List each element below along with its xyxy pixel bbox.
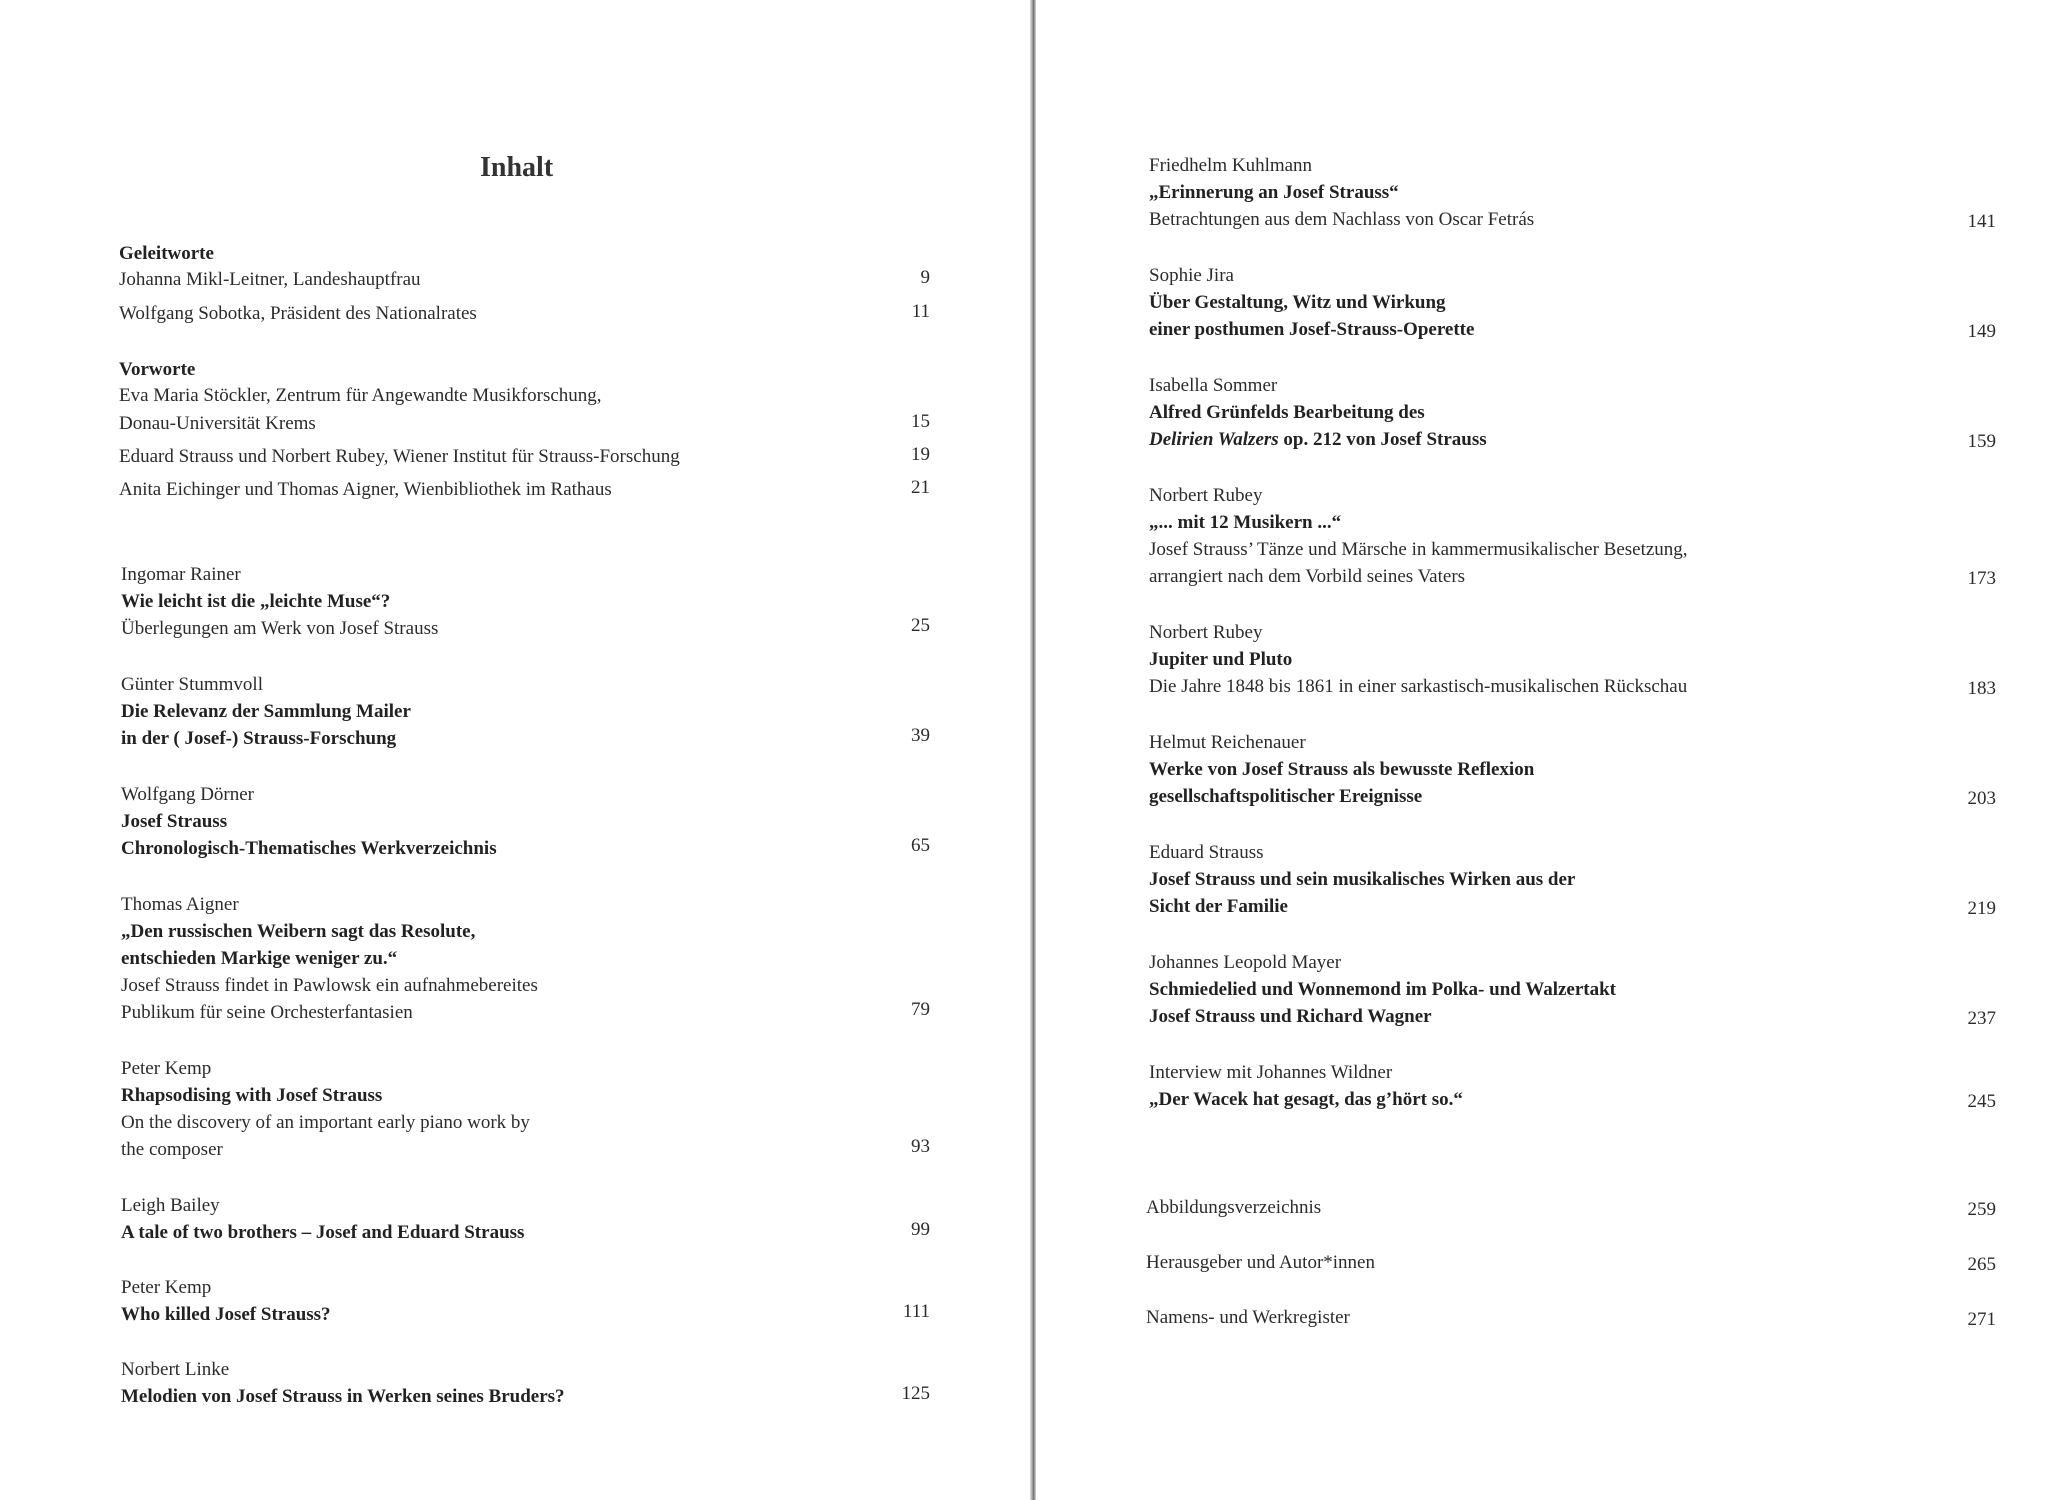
toc-appendix-entry: Abbildungsverzeichnis — [1146, 1197, 1322, 1218]
toc-page-number: 39 — [911, 725, 930, 746]
toc-subtitle: Betrachtungen aus dem Nachlass von Oscar Fetrás — [1149, 209, 1535, 230]
toc-page-number: 9 — [920, 267, 930, 288]
toc-author: Peter Kemp — [121, 1058, 212, 1079]
toc-page-number: 259 — [1967, 1199, 1996, 1220]
toc-page-number: 125 — [901, 1383, 930, 1404]
toc-author: Johannes Leopold Mayer — [1149, 952, 1342, 973]
toc-title: Schmiedelied und Wonnemond im Polka- und Walzertakt — [1149, 979, 1616, 1000]
toc-subtitle: the composer — [121, 1139, 223, 1160]
toc-author: Thomas Aigner — [121, 894, 239, 915]
toc-author: Isabella Sommer — [1149, 375, 1278, 396]
toc-page-number: 237 — [1967, 1008, 1996, 1029]
toc-page-number: 183 — [1967, 678, 1996, 699]
toc-title: Werke von Josef Strauss als bewusste Reflexion — [1149, 759, 1535, 780]
toc-title: Über Gestaltung, Witz und Wirkung — [1149, 292, 1446, 313]
toc-title: Die Relevanz der Sammlung Mailer — [121, 701, 411, 722]
toc-entry-text: Eva Maria Stöckler, Zentrum für Angewandte Musikforschung, — [119, 385, 602, 406]
toc-entry-text: Eduard Strauss und Norbert Rubey, Wiener Institut für Strauss-Forschung — [119, 446, 680, 467]
toc-subtitle: Überlegungen am Werk von Josef Strauss — [121, 618, 439, 639]
toc-page-number: 265 — [1967, 1254, 1996, 1275]
toc-author: Interview mit Johannes Wildner — [1149, 1062, 1393, 1083]
toc-title-rest: op. 212 von Josef Strauss — [1278, 429, 1487, 450]
toc-author: Wolfgang Dörner — [121, 784, 255, 805]
toc-page-number: 65 — [911, 835, 930, 856]
toc-page-number: 141 — [1967, 211, 1996, 232]
toc-title-line — [1149, 426, 1487, 453]
toc-entry-text: Wolfgang Sobotka, Präsident des Nationalrates — [119, 303, 477, 324]
toc-author: Helmut Reichenauer — [1149, 732, 1306, 753]
toc-appendix-entry: Namens- und Werkregister — [1146, 1307, 1350, 1328]
toc-author: Eduard Strauss — [1149, 842, 1264, 863]
toc-page-number: 93 — [911, 1136, 930, 1157]
toc-author: Peter Kemp — [121, 1277, 212, 1298]
toc-subtitle: Josef Strauss’ Tänze und Märsche in kammermusikalischer Besetzung, — [1149, 539, 1688, 560]
toc-author: Leigh Bailey — [121, 1195, 220, 1216]
toc-page-number: 79 — [911, 999, 930, 1020]
toc-page-number: 21 — [911, 477, 930, 498]
toc-title: „Den russischen Weibern sagt das Resolute, — [121, 921, 476, 942]
toc-entry-text: Donau-Universität Krems — [119, 413, 316, 434]
toc-title: Jupiter und Pluto — [1149, 649, 1293, 670]
toc-page-number: 19 — [911, 444, 930, 465]
toc-title: Josef Strauss und Richard Wagner — [1149, 1006, 1432, 1027]
toc-page-number: 245 — [1967, 1091, 1996, 1112]
toc-title: Alfred Grünfelds Bearbeitung des — [1149, 402, 1425, 423]
section-heading-vorworte: Vorworte — [119, 359, 196, 380]
toc-title: „Erinnerung an Josef Strauss“ — [1149, 182, 1399, 203]
right-page — [1036, 0, 2068, 1500]
toc-page-number: 25 — [911, 615, 930, 636]
toc-subtitle: Publikum für seine Orchesterfantasien — [121, 1002, 413, 1023]
toc-title: Josef Strauss und sein musikalisches Wirken aus der — [1149, 869, 1576, 890]
toc-subtitle: Josef Strauss findet in Pawlowsk ein aufnahmebereites — [121, 975, 538, 996]
toc-page-number: 11 — [911, 301, 930, 322]
toc-page-number: 99 — [911, 1219, 930, 1240]
toc-title: „Der Wacek hat gesagt, das g’hört so.“ — [1149, 1089, 1463, 1110]
toc-author: Friedhelm Kuhlmann — [1149, 155, 1313, 176]
toc-title: Sicht der Familie — [1149, 896, 1288, 917]
toc-page-number: 203 — [1967, 788, 1996, 809]
toc-page-number: 173 — [1967, 568, 1996, 589]
toc-title-italic: Delirien Walzers — [1149, 429, 1279, 450]
toc-author: Norbert Rubey — [1149, 485, 1263, 506]
toc-subtitle: Die Jahre 1848 bis 1861 in einer sarkastisch-musikalischen Rückschau — [1149, 676, 1688, 697]
toc-title: Who killed Josef Strauss? — [121, 1304, 331, 1325]
toc-title: Josef Strauss — [121, 811, 228, 832]
section-heading-geleitworte: Geleitworte — [119, 243, 214, 264]
toc-entry-text: Anita Eichinger und Thomas Aigner, Wienbibliothek im Rathaus — [119, 479, 612, 500]
toc-page-number: 219 — [1967, 898, 1996, 919]
toc-entry-text: Johanna Mikl-Leitner, Landeshauptfrau — [119, 269, 421, 290]
toc-author: Norbert Linke — [121, 1359, 230, 1380]
toc-appendix-entry: Herausgeber und Autor*innen — [1146, 1252, 1375, 1273]
toc-title: Chronologisch-Thematisches Werkverzeichnis — [121, 838, 497, 859]
toc-page-number: 15 — [911, 411, 930, 432]
toc-title: in der ( Josef-) Strauss-Forschung — [121, 728, 397, 749]
toc-title: gesellschaftspolitischer Ereignisse — [1149, 786, 1423, 807]
page-title: Inhalt — [480, 152, 554, 183]
toc-page-number: 159 — [1967, 431, 1996, 452]
toc-page-number: 271 — [1967, 1309, 1996, 1330]
toc-author: Günter Stummvoll — [121, 674, 263, 695]
toc-author: Ingomar Rainer — [121, 564, 241, 585]
toc-title: Wie leicht ist die „leichte Muse“? — [121, 591, 391, 612]
toc-subtitle: On the discovery of an important early piano work by — [121, 1112, 530, 1133]
toc-title: Rhapsodising with Josef Strauss — [121, 1085, 383, 1106]
toc-author: Sophie Jira — [1149, 265, 1234, 286]
toc-title: einer posthumen Josef-Strauss-Operette — [1149, 319, 1475, 340]
toc-title: entschieden Markige weniger zu.“ — [121, 948, 398, 969]
toc-title: A tale of two brothers – Josef and Eduard Strauss — [121, 1222, 525, 1243]
toc-page-number: 111 — [902, 1301, 930, 1322]
toc-subtitle: arrangiert nach dem Vorbild seines Vaters — [1149, 566, 1466, 587]
toc-page-number: 149 — [1967, 321, 1996, 342]
toc-title: „... mit 12 Musikern ...“ — [1149, 512, 1342, 533]
toc-author: Norbert Rubey — [1149, 622, 1263, 643]
toc-title: Melodien von Josef Strauss in Werken seines Bruders? — [121, 1386, 565, 1407]
